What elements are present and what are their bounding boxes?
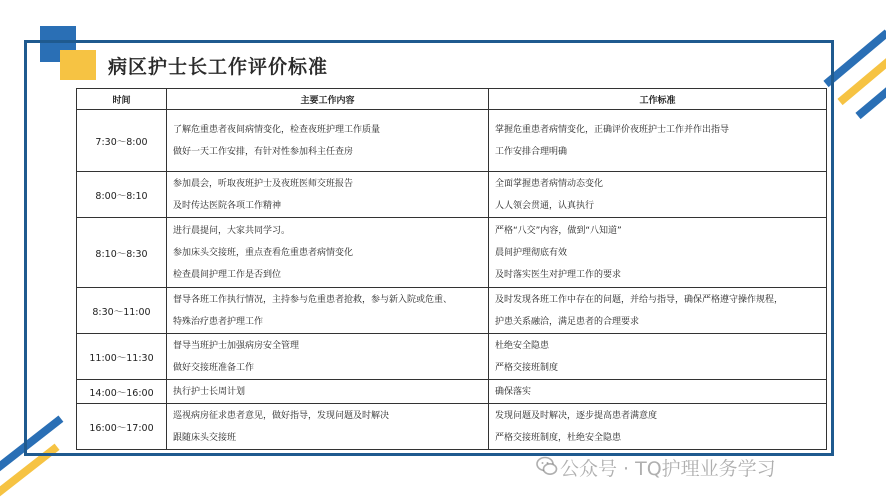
content-line: 督导各班工作执行情况，主持参与危重患者抢救，参与新入院或危重、 [173, 294, 453, 305]
content-cell [167, 172, 489, 218]
content-cell [167, 218, 489, 288]
time-cell: 16:00～17:00 [77, 404, 167, 450]
standard-line: 杜绝安全隐患 [495, 340, 550, 351]
standard-cell [489, 172, 827, 218]
header-content: 主要工作内容 [167, 89, 489, 110]
standard-cell [489, 404, 827, 450]
time-cell: 14:00～16:00 [77, 380, 167, 404]
time-cell: 8:30～11:00 [77, 288, 167, 334]
standard-line: 严格“八交”内容，做到“八知道” [495, 225, 622, 236]
table-row [77, 218, 827, 288]
standard-cell [489, 110, 827, 172]
table-row [77, 172, 827, 218]
content-cell [167, 404, 489, 450]
content-cell [167, 380, 489, 404]
header-time: 时间 [77, 89, 167, 110]
content-line: 督导当班护士加强病房安全管理 [173, 340, 300, 351]
content-line: 做好交接班准备工作 [173, 362, 255, 373]
standard-line: 护患关系融洽，满足患者的合理要求 [495, 316, 640, 327]
content-line: 检查晨间护理工作是否到位 [173, 269, 282, 280]
standard-line: 人人领会贯通，认真执行 [495, 200, 595, 211]
content-line: 进行晨提问，大家共同学习。 [173, 225, 291, 236]
standard-line: 全面掌握患者病情动态变化 [495, 178, 604, 189]
standard-line: 发现问题及时解决，逐步提高患者满意度 [495, 410, 658, 421]
header-standard: 工作标准 [489, 89, 827, 110]
watermark-text: 公众号 · TQ护理业务学习 [560, 458, 776, 480]
table-header-row [77, 89, 827, 110]
standard-cell [489, 218, 827, 288]
table-row [77, 334, 827, 380]
content-line: 跟随床头交接班 [173, 432, 237, 443]
standard-line: 严格交接班制度，杜绝安全隐患 [495, 432, 622, 443]
time-cell: 8:10～8:30 [77, 218, 167, 288]
time-cell: 11:00～11:30 [77, 334, 167, 380]
content-line: 巡视病房征求患者意见，做好指导，发现问题及时解决 [173, 410, 390, 421]
standard-line: 掌握危重患者病情变化，正确评价夜班护士工作并作出指导 [495, 124, 730, 135]
table-row [77, 404, 827, 450]
table-row [77, 110, 827, 172]
content-line: 参加床头交接班，重点查看危重患者病情变化 [173, 247, 354, 258]
content-cell [167, 288, 489, 334]
content-line: 参加晨会，听取夜班护士及夜班医师交班报告 [173, 178, 354, 189]
time-cell: 7:30～8:00 [77, 110, 167, 172]
content-line: 及时传达医院各项工作精神 [173, 200, 282, 211]
standard-line: 确保落实 [495, 386, 532, 397]
wechat-icon [536, 456, 558, 476]
content-cell [167, 334, 489, 380]
standard-line: 工作安排合理明确 [495, 146, 568, 157]
content-line: 执行护士长周计划 [173, 386, 246, 397]
content-line: 特殊治疗患者护理工作 [173, 316, 264, 327]
standard-line: 及时落实医生对护理工作的要求 [495, 269, 622, 280]
standard-line: 严格交接班制度 [495, 362, 559, 373]
standard-line: 及时发现各班工作中存在的问题，并给与指导，确保严格遵守操作规程， [495, 294, 784, 305]
standard-cell [489, 380, 827, 404]
table-row [77, 288, 827, 334]
page-title: 病区护士长工作评价标准 [108, 56, 329, 78]
content-cell [167, 110, 489, 172]
standard-cell [489, 288, 827, 334]
standard-line: 晨间护理彻底有效 [495, 247, 568, 258]
table-row [77, 380, 827, 404]
content-line: 了解危重患者夜间病情变化，检查夜班护理工作质量 [173, 124, 381, 135]
content-line: 做好一天工作安排，有针对性参加科主任查房 [173, 146, 354, 157]
time-cell: 8:00～8:10 [77, 172, 167, 218]
evaluation-table [76, 88, 827, 450]
standard-cell [489, 334, 827, 380]
